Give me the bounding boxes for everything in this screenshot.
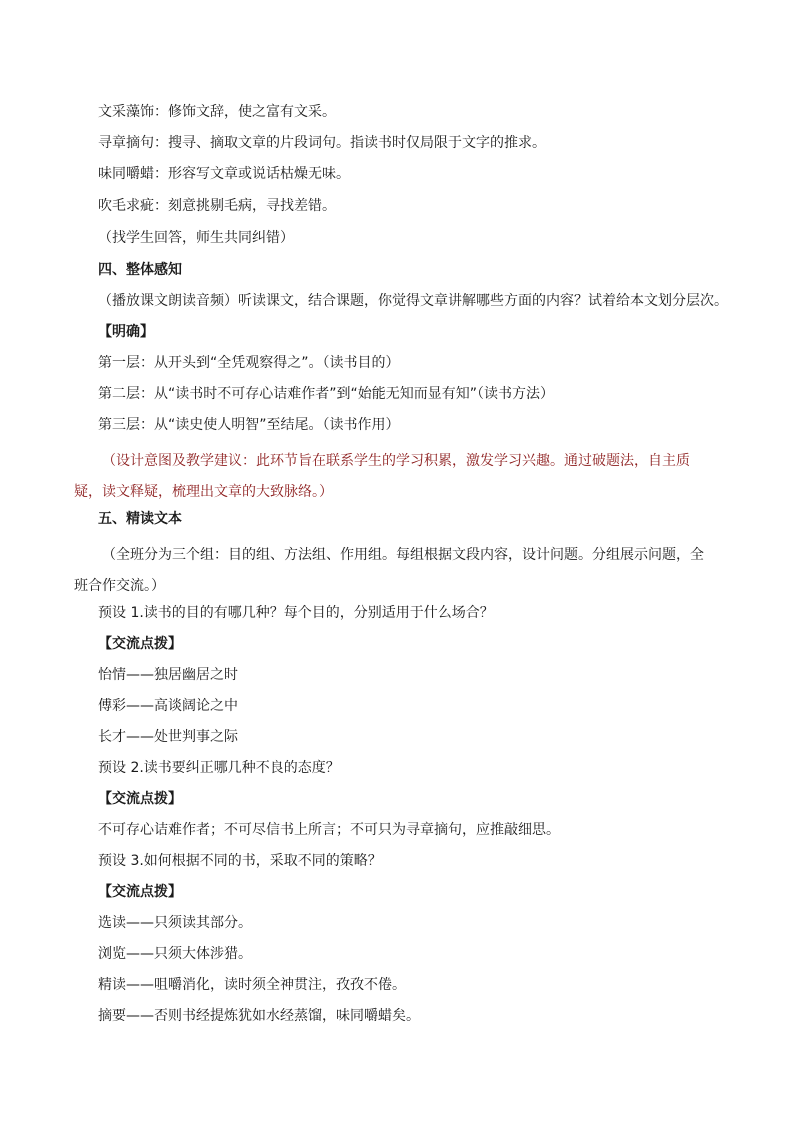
vocab-chuimaoqiuci: 吹毛求疵：刻意挑剔毛病，寻找差错。	[98, 198, 336, 214]
attitude-answer: 不可存心诘难作者；不可尽信书上所言；不可只为寻章摘句，应推敲细思。	[98, 822, 560, 838]
label-jiaoliu-1: 【交流点拨】	[98, 636, 182, 652]
layer-3: 第三层：从“读史使人明智”至结尾。（读书作用）	[98, 417, 400, 433]
preset-2: 预设 2.读书要纠正哪几种不良的态度？	[98, 760, 340, 776]
strategy-liulan: 浏览——只须大体涉猎。	[98, 946, 252, 962]
label-mingque: 【明确】	[98, 324, 154, 340]
label-jiaoliu-2: 【交流点拨】	[98, 791, 182, 807]
purpose-zhangcai: 长才——处世判事之际	[98, 729, 238, 745]
vocab-wencaizaoshi: 文采藻饰：修饰文辞，使之富有文采。	[98, 104, 336, 120]
strategy-zhaiyao: 摘要——否则书经提炼犹如水经蒸馏，味同嚼蜡矣。	[98, 1008, 420, 1024]
preset-1: 预设 1.读书的目的有哪几种？每个目的，分别适用于什么场合？	[98, 605, 494, 621]
design-intent-note: （设计意图及教学建议：此环节旨在联系学生的学习积累，激发学习兴趣。通过破题法，自主质疑，读文释疑，梳理出文章的大致脉络。）	[74, 453, 690, 500]
preset-3: 预设 3.如何根据不同的书，采取不同的策略？	[98, 853, 382, 869]
paragraph-listen: （播放课文朗读音频）听读课文，结合课题，你觉得文章讲解哪些方面的内容？试着给本文划分层次。	[98, 293, 728, 309]
instruction-note: （找学生回答，师生共同纠错）	[98, 230, 294, 246]
section-heading-5: 五、精读文本	[98, 511, 182, 527]
layer-1: 第一层：从开头到“全凭观察得之”。（读书目的）	[98, 355, 400, 371]
layer-2: 第二层：从“读书时不可存心诘难作者”到“始能无知而显有知”（读书方法）	[98, 386, 555, 402]
label-jiaoliu-3: 【交流点拨】	[98, 884, 182, 900]
vocab-weitongjiaola: 味同嚼蜡：形容写文章或说话枯燥无味。	[98, 166, 350, 182]
purpose-yiqing: 怡情——独居幽居之时	[98, 667, 238, 683]
vocab-xunzhangzhaiju: 寻章摘句：搜寻、摘取文章的片段词句。指读书时仅局限于文字的推求。	[98, 135, 546, 151]
paragraph-groups: （全班分为三个组：目的组、方法组、作用组。每组根据文段内容，设计问题。分组展示问题，全班合作交流。）	[74, 547, 704, 594]
purpose-fucai: 傅彩——高谈阔论之中	[98, 698, 238, 714]
section-heading-4: 四、整体感知	[98, 262, 182, 278]
strategy-jingdu: 精读——咀嚼消化，读时须全神贯注，孜孜不倦。	[98, 977, 406, 993]
strategy-xuandu: 选读——只须读其部分。	[98, 915, 252, 931]
